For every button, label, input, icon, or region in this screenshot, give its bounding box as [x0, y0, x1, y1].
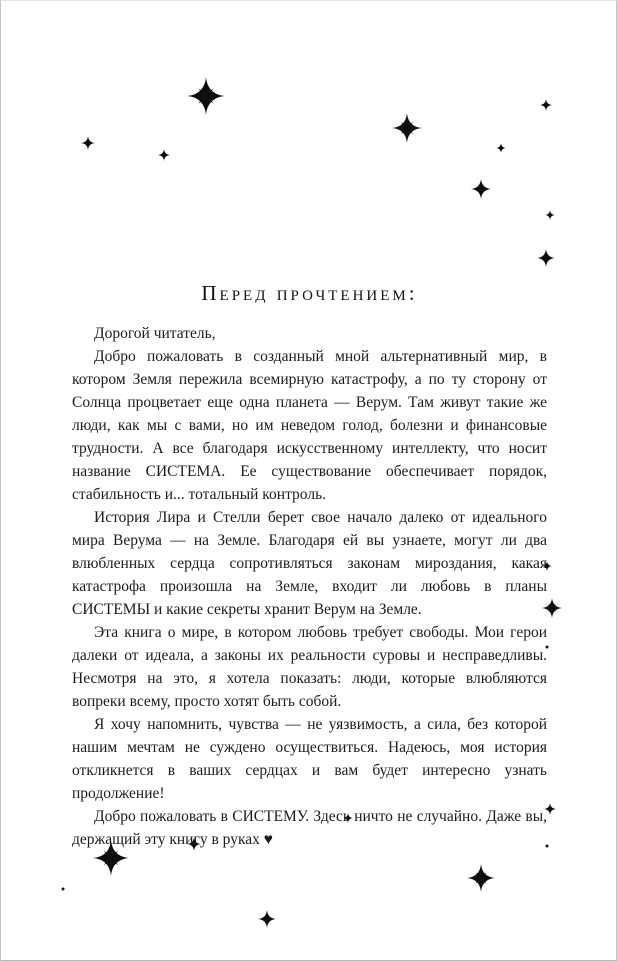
sparkle-icon	[258, 910, 276, 928]
sparkle-icon	[537, 249, 555, 267]
sparkle-icon	[158, 149, 170, 161]
dot	[62, 888, 65, 891]
paragraph: История Лира и Стелли берет свое начало далеко от идеального мира Верума — на Земле. Благодаря ей вы узнаете, могут ли два влюбленных сердца сопротивляться законам мироздания, какая катастрофа произошла на Земле, входит ли любовь в планы СИСТЕМЫ и какие секреты хранит Верум на Земле.	[72, 509, 547, 618]
sparkle-icon	[540, 99, 552, 111]
section-title: Перед прочтением:	[201, 281, 418, 305]
sparkle-icon	[471, 179, 491, 199]
sparkle-icon	[81, 136, 95, 150]
sparkle-icon	[545, 210, 555, 220]
paragraph: Эта книга о мире, в котором любовь требует свободы. Мои герои далеки от идеала, а законы их реальности суровы и несправедливы. Несмотря на это, я хотела показать: люди, которые влюбляются вопреки всему, просто хотят быть собой.	[72, 624, 547, 710]
sparkle-icon	[496, 143, 506, 153]
paragraph: Добро пожаловать в СИСТЕМУ. Здесь ничто не случайно. Даже вы, держащий эту книгу в руках ♥	[72, 808, 547, 848]
page-content	[72, 281, 547, 851]
sparkle-icon	[467, 864, 495, 892]
paragraph: Я хочу напомнить, чувства — не уязвимость, а сила, без которой нашим мечтам не суждено осуществиться. Надеюсь, моя история откликнется в ваших сердцах и вам будет интересно узнать продолжение!	[72, 716, 547, 802]
paragraph: Дорогой читатель,	[94, 325, 216, 342]
sparkle-icon	[392, 113, 422, 143]
paragraph: Добро пожаловать в созданный мной альтернативный мир, в котором Земля пережила всемирную катастрофу, а по ту сторону от Солнца процветает еще одна планета — Верум. Там живут такие же люди, как мы с вами, но им неведом голод, болезни и финансовые трудности. А все благодаря искусственному интеллекту, что носит название СИСТЕМА. Ее существование обеспечивает порядок, стабильность и... тотальный контроль.	[72, 348, 547, 503]
sparkle-icon	[187, 77, 225, 115]
body-text	[72, 322, 547, 851]
